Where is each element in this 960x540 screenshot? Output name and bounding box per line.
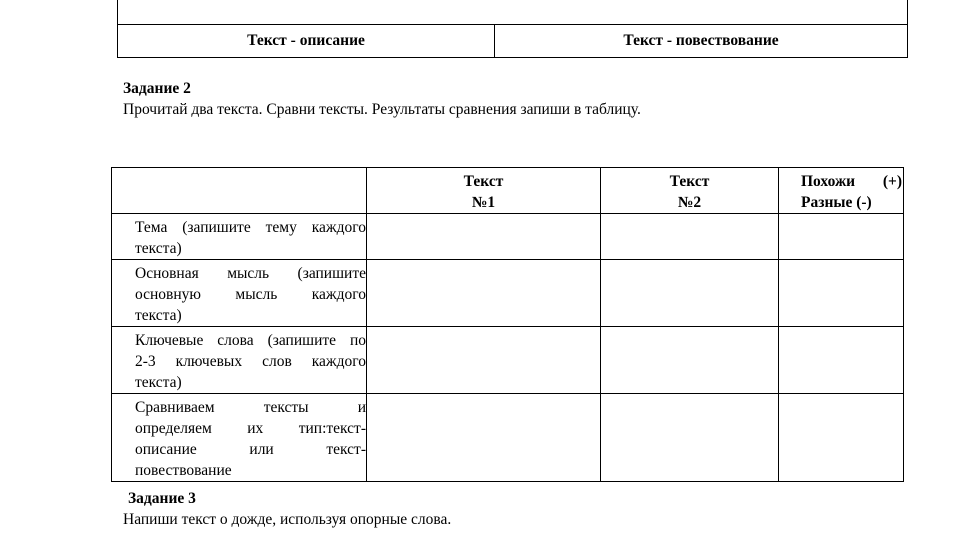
text-type-table-empty-row [118, 0, 908, 25]
table-row [112, 327, 904, 394]
header-similar-sign: (+) [882, 173, 902, 190]
task3-instruction: Напиши текст о дожде, используя опорные слова. [123, 511, 452, 528]
header-text2-line1: Текст [669, 173, 710, 190]
row-label-line: текста) [135, 307, 182, 324]
answer-cell-text1[interactable] [367, 394, 601, 482]
row-label-line: Ключевые слова (запишите по [135, 332, 366, 349]
answer-cell-text2[interactable] [601, 394, 779, 482]
row-label-keywords [112, 327, 367, 394]
empty-cell [118, 0, 908, 25]
text-type-table-label-row [118, 25, 908, 58]
answer-cell-text2[interactable] [601, 327, 779, 394]
row-label-line: Основная мысль (запишите [135, 265, 366, 282]
row-label-line: основную мысль каждого [135, 286, 366, 303]
header-empty-cell [112, 168, 367, 214]
table-row [112, 260, 904, 327]
comparison-header-row [112, 168, 904, 214]
row-label-line: определяем их тип:текст- [135, 420, 366, 437]
row-label-line: Тема (запишите тему каждого [135, 219, 366, 236]
header-similar-line [801, 171, 902, 192]
task2-instruction: Прочитай два текста. Сравни тексты. Результаты сравнения запиши в таблицу. [123, 101, 641, 118]
answer-cell-text2[interactable] [601, 260, 779, 327]
answer-cell-text1[interactable] [367, 260, 601, 327]
row-label-line: Сравниваем тексты и [135, 399, 366, 416]
row-label-line: описание или текст- [135, 441, 366, 458]
header-different: Разные (-) [801, 194, 872, 211]
row-label-line: текста) [135, 374, 182, 391]
answer-cell-compare[interactable] [779, 394, 904, 482]
header-text2-line2: №2 [677, 194, 702, 211]
header-text1 [367, 168, 601, 214]
answer-cell-compare[interactable] [779, 327, 904, 394]
header-similar-word: Похожи [801, 173, 856, 190]
table-row [112, 214, 904, 260]
text-type-table [117, 0, 908, 58]
answer-cell-text1[interactable] [367, 214, 601, 260]
answer-cell-compare[interactable] [779, 214, 904, 260]
description-type-cell: Текст - описание [118, 25, 495, 58]
answer-cell-compare[interactable] [779, 260, 904, 327]
row-label-topic [112, 214, 367, 260]
header-text1-line2: №1 [471, 194, 496, 211]
row-label-line: текста) [135, 240, 182, 257]
narration-type-cell: Текст - повествование [495, 25, 908, 58]
comparison-table [111, 167, 904, 482]
header-similar-different [779, 168, 904, 214]
task3-title: Задание 3 [128, 490, 196, 507]
table-row [112, 394, 904, 482]
task2-title: Задание 2 [123, 80, 191, 97]
row-label-line: 2-3 ключевых слов каждого [135, 353, 366, 370]
row-label-text-type [112, 394, 367, 482]
answer-cell-text2[interactable] [601, 214, 779, 260]
row-label-line: повествование [135, 462, 232, 479]
answer-cell-text1[interactable] [367, 327, 601, 394]
header-text1-line1: Текст [463, 173, 504, 190]
header-text2 [601, 168, 779, 214]
row-label-main-idea [112, 260, 367, 327]
